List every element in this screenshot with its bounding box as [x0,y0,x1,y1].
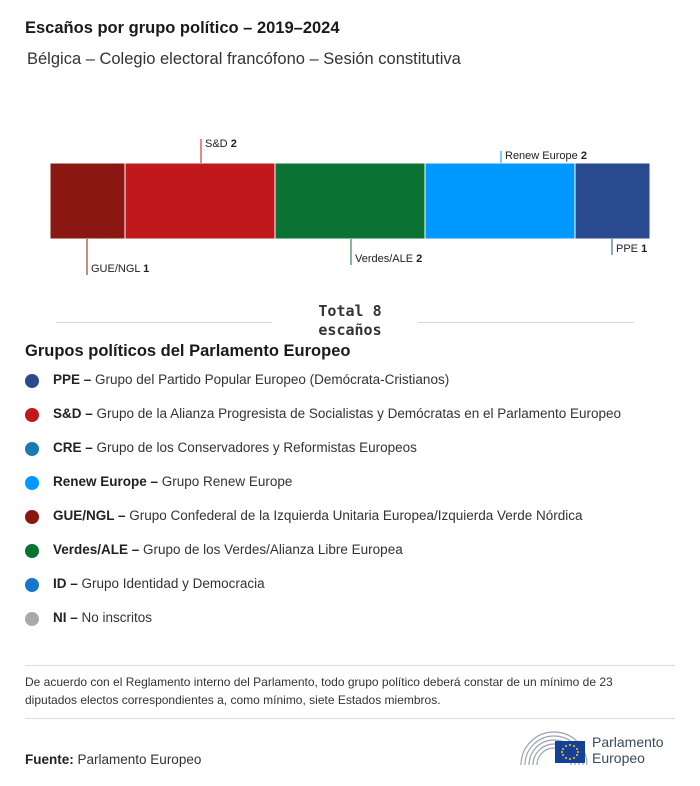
legend-description: Grupo del Partido Popular Europeo (Demócrata-Cristianos) [95,372,450,387]
bar-segment-gue-ngl [50,163,125,239]
chart-subtitle: Bélgica – Colegio electoral francófono – Sesión constitutiva [27,50,461,68]
legend-description: Grupo de los Conservadores y Reformistas Europeos [96,440,417,455]
legend-label [53,576,265,591]
bar-segment-verdes-ale [275,163,425,239]
legend-label [53,440,417,455]
legend-color-dot [25,578,39,592]
source-value: Parlamento Europeo [77,752,202,767]
legend-description: Grupo Identidad y Democracia [81,576,265,591]
legend-title: Grupos políticos del Parlamento Europeo [25,342,351,360]
total-seats-unit: escaños [318,321,382,339]
bar-data-label: GUE/NGL 1 [91,263,150,275]
logo-line-1: Parlamento [592,734,664,750]
source-line [25,752,201,767]
bar-segment-ppe [575,163,650,239]
legend-label [53,372,449,387]
legend-description: No inscritos [81,610,153,625]
legend-abbreviation: GUE/NGL – [53,508,130,523]
legend-abbreviation: S&D – [53,406,97,421]
legend-description: Grupo de los Verdes/Alianza Libre Europea [143,542,403,557]
legend-color-dot [25,510,39,524]
bar-segment-s-d [125,163,275,239]
total-seats-count: Total 8 [318,302,382,320]
logo-line-2: Europeo [592,750,645,766]
legend-abbreviation: Verdes/ALE – [53,542,144,557]
legend-color-dot [25,408,39,422]
bar-data-label: Verdes/ALE 2 [355,253,423,265]
legend-color-dot [25,374,39,388]
legend-abbreviation: PPE – [53,372,96,387]
legend-abbreviation: CRE – [53,440,97,455]
total-divider-left [56,322,272,323]
total-seats-label [276,302,424,340]
legend-color-dot [25,442,39,456]
parliament-hemicycle-icon [519,727,589,771]
bar-data-label: PPE 1 [616,243,648,255]
european-parliament-logo [519,727,679,771]
logo-wordmark [592,734,664,766]
total-divider-right [418,322,634,323]
legend-description: Grupo Renew Europe [161,474,293,489]
legend-color-dot [25,476,39,490]
legend-label [53,610,152,625]
bar-data-label: Renew Europe 2 [505,150,587,162]
bar-segment-renew-europe [425,163,575,239]
stacked-seat-bar-chart [0,130,700,290]
rules-note: De acuerdo con el Reglamento interno del Parlamento, todo grupo político deberá constar de un mínimo de 23 diputados electos correspondientes a, como mínimo, siete Estados miembros. [25,675,613,707]
legend-label [53,508,583,523]
chart-title: Escaños por grupo político – 2019–2024 [25,19,340,37]
legend-label [53,474,292,489]
legend-label [53,406,621,421]
legend-label [53,542,403,557]
legend-abbreviation: Renew Europe – [53,474,162,489]
legend-abbreviation: NI – [53,610,82,625]
legend-color-dot [25,612,39,626]
note-divider-bottom [25,718,675,719]
note-divider-top [25,665,675,666]
legend-color-dot [25,544,39,558]
legend-description: Grupo de la Alianza Progresista de Socialistas y Demócratas en el Parlamento Europeo [96,406,622,421]
source-label: Fuente: [25,752,74,767]
legend-description: Grupo Confederal de la Izquierda Unitaria Europea/Izquierda Verde Nórdica [129,508,583,523]
legend-abbreviation: ID – [53,576,82,591]
bar-data-label: S&D 2 [205,138,237,150]
